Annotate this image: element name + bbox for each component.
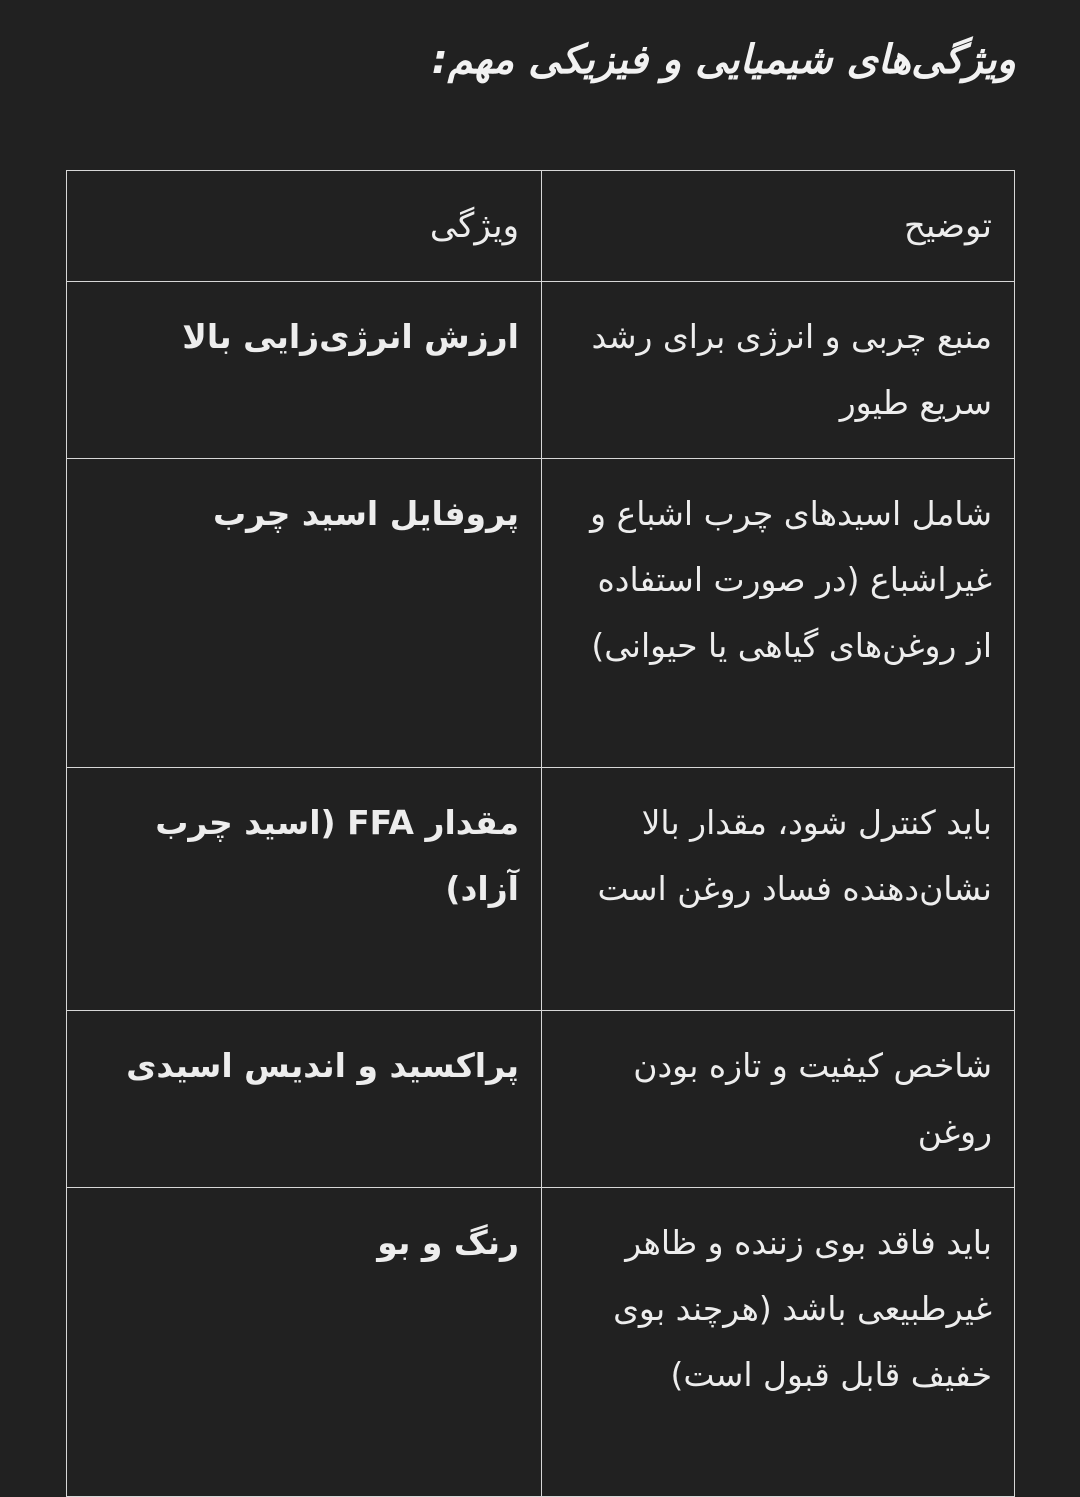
cell-description: شاخص کیفیت و تازه بودن روغن	[542, 1011, 1015, 1188]
table-row	[67, 459, 1015, 768]
table-row	[67, 1188, 1015, 1497]
cell-description: منبع چربی و انرژی برای رشد سریع طیور	[542, 282, 1015, 459]
table-row	[67, 1011, 1015, 1188]
table-header-row	[67, 171, 1015, 282]
cell-feature: پروفایل اسید چرب	[67, 459, 542, 768]
cell-feature: رنگ و بو	[67, 1188, 542, 1497]
header-description: توضیح	[542, 171, 1015, 282]
properties-table	[66, 170, 1015, 1497]
cell-description: شامل اسیدهای چرب اشباع و غیراشباع (در صورت استفاده از روغن‌های گیاهی یا حیوانی)	[542, 459, 1015, 768]
header-feature: ویژگی	[67, 171, 542, 282]
cell-feature: پراکسید و اندیس اسیدی	[67, 1011, 542, 1188]
table-row	[67, 282, 1015, 459]
section-heading: ویژگی‌های شیمیایی و فیزیکی مهم:	[431, 37, 1016, 83]
table-row	[67, 768, 1015, 1011]
cell-description: باید کنترل شود، مقدار بالا نشان‌دهنده فساد روغن است	[542, 768, 1015, 1011]
cell-feature: ارزش انرژی‌زایی بالا	[67, 282, 542, 459]
properties-table-wrapper	[66, 170, 1014, 1497]
cell-feature: مقدار FFA (اسید چرب آزاد)	[67, 768, 542, 1011]
cell-description: باید فاقد بوی زننده و ظاهر غیرطبیعی باشد (هرچند بوی خفیف قابل قبول است)	[542, 1188, 1015, 1497]
